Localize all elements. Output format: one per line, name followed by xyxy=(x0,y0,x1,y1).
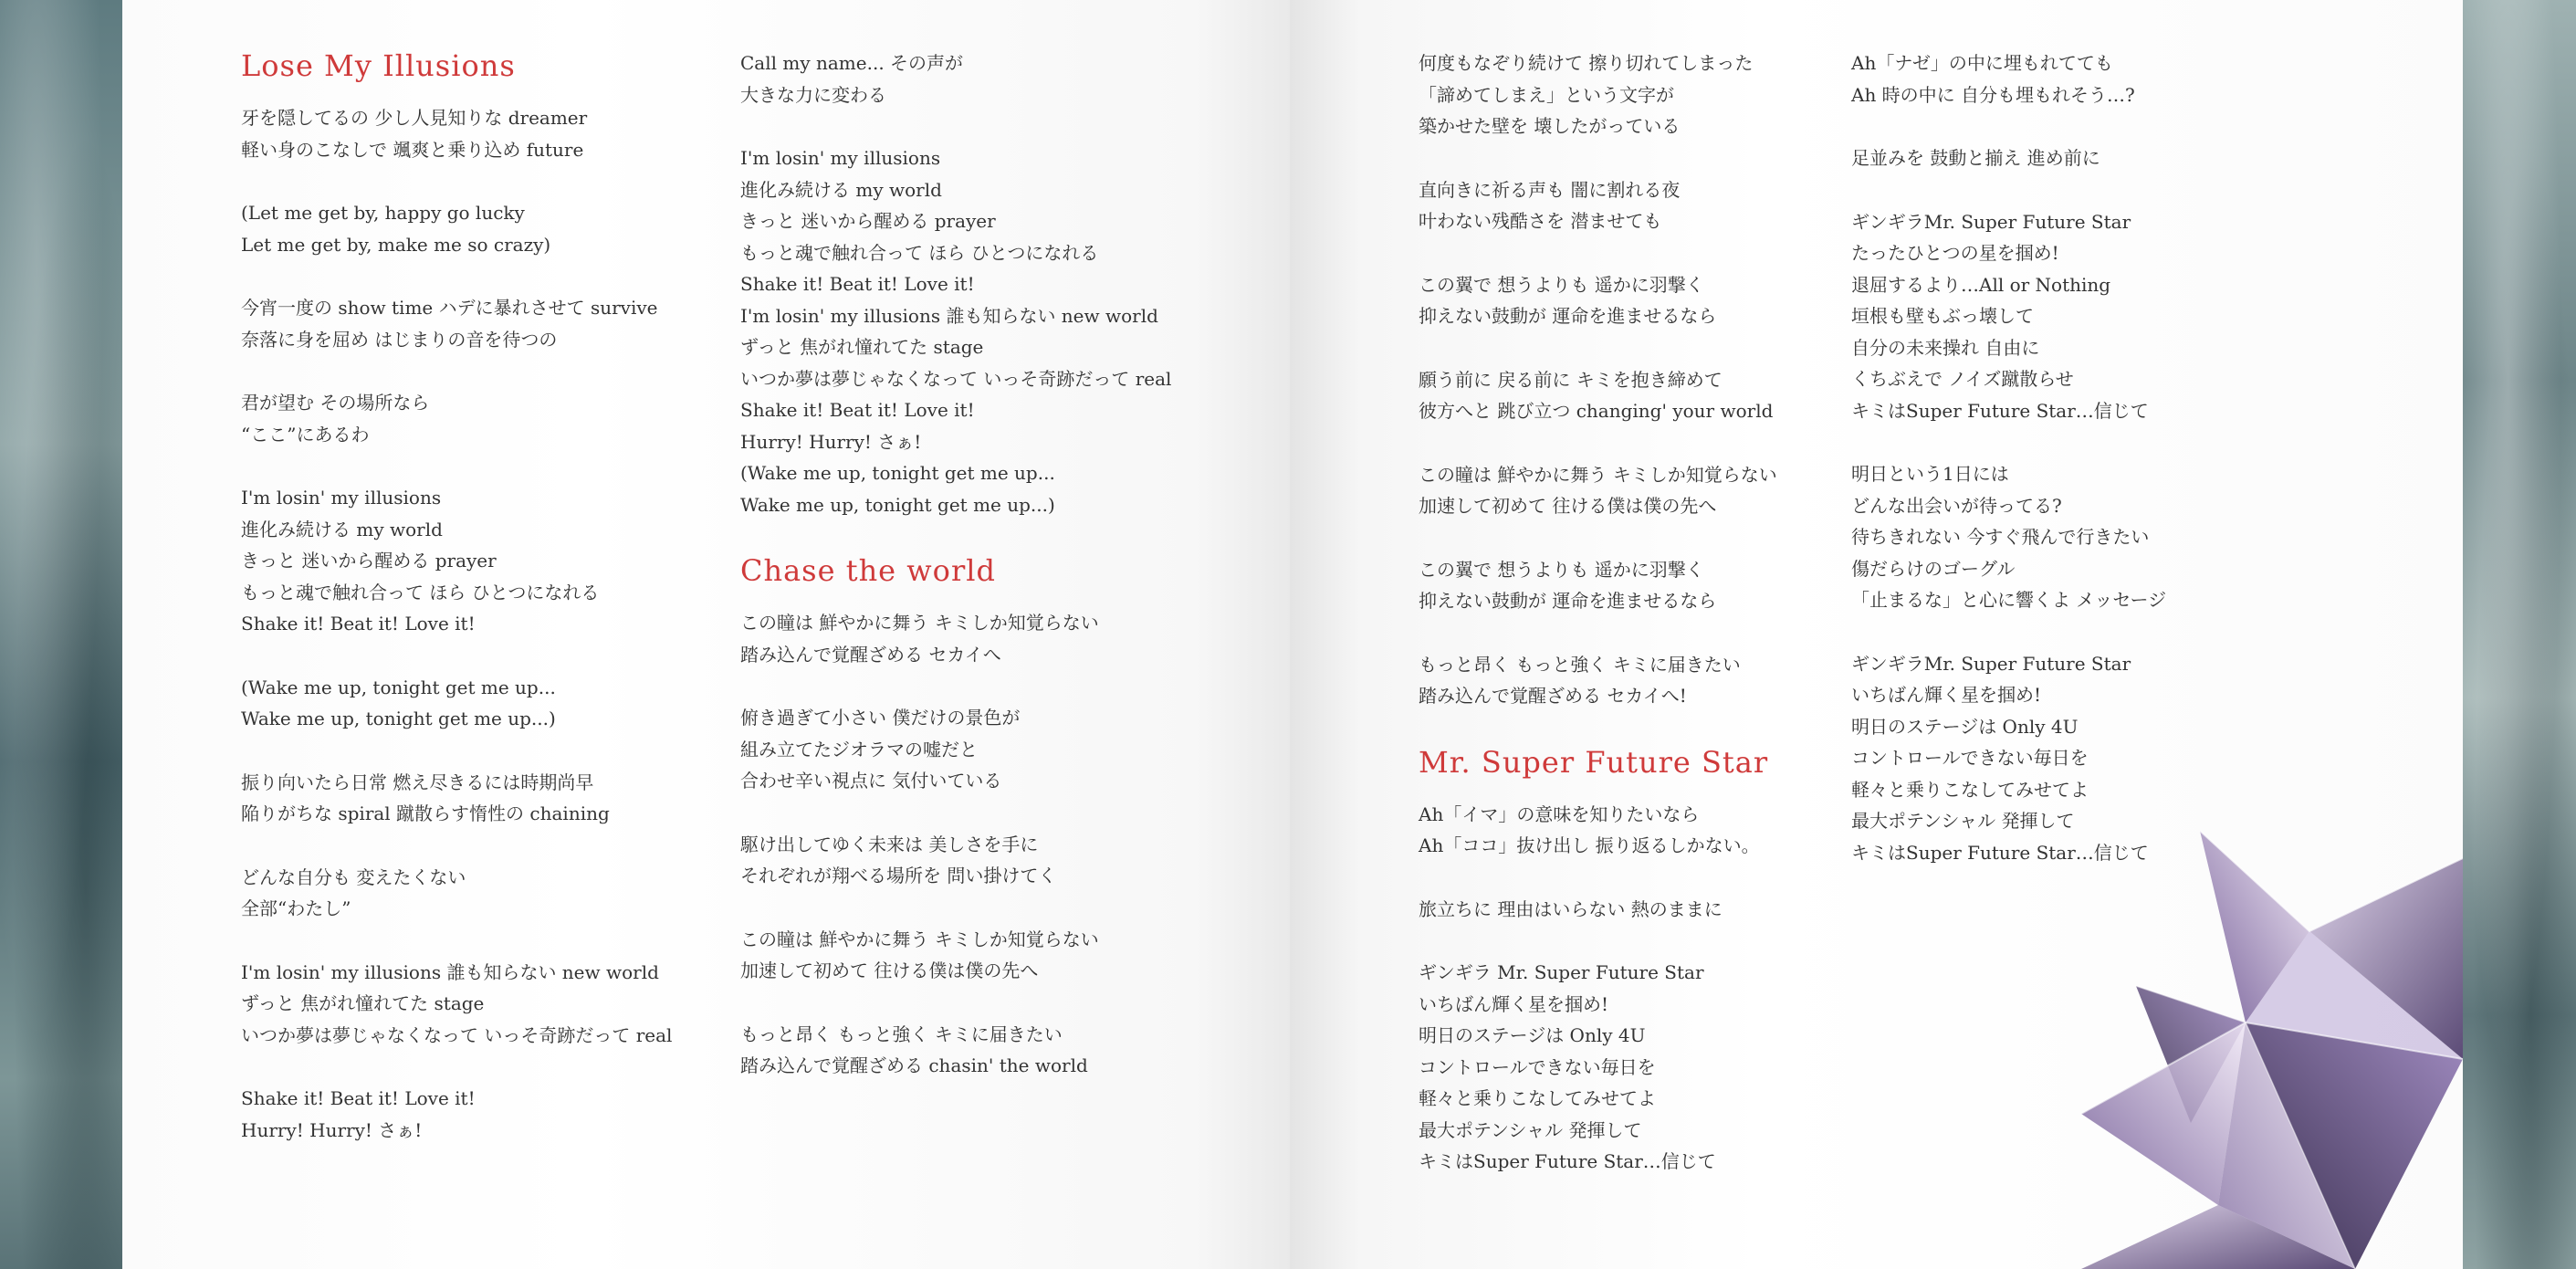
lyric-line: 傷だらけのゴーグル xyxy=(1851,557,2016,580)
left-edge-background xyxy=(0,0,122,1269)
lyric-line: 踏み込んで覚醒ざめる chasin' the world xyxy=(740,1054,1088,1076)
lyric-line: この翼で 想うよりも 遥かに羽撃く xyxy=(1419,558,1704,581)
lyric-stanza xyxy=(1419,554,1838,617)
lyric-line: Ah 時の中に 自分も埋もれそう…? xyxy=(1851,83,2135,106)
lyric-stanza xyxy=(241,1083,716,1146)
lyric-stanza xyxy=(740,702,1251,797)
song-title: Mr. Super Future Star xyxy=(1419,744,1769,780)
song-section xyxy=(1419,47,1838,712)
lyric-line: いつか夢は夢じゃなくなって いっそ奇跡だって real xyxy=(740,367,1172,390)
lyric-line: この瞳は 鮮やかに舞う キミしか知覚らない xyxy=(1419,463,1777,486)
lyric-stanza xyxy=(740,924,1251,987)
lyric-line: 軽々と乗りこなしてみせてよ xyxy=(1419,1087,1656,1109)
lyric-line: 抑えない鼓動が 運命を進ませるなら xyxy=(1419,590,1717,612)
lyric-line: きっと 迷いから醒める prayer xyxy=(241,550,497,572)
lyric-line: I'm losin' my illusions xyxy=(241,487,442,509)
lyric-line: 最大ポテンシャル 発揮して xyxy=(1419,1118,1642,1141)
lyric-stanza xyxy=(1419,894,1838,926)
lyric-stanza xyxy=(241,767,716,830)
lyric-line: もっと魂で触れ合って ほら ひとつになれる xyxy=(740,241,1099,264)
lyric-line: もっと昂く もっと強く キミに届きたい xyxy=(740,1023,1063,1045)
lyric-line: “ここ”にあるわ xyxy=(241,423,370,446)
lyric-line: きっと 迷いから醒める prayer xyxy=(740,210,996,232)
lyric-line: この翼で 想うよりも 遥かに羽撃く xyxy=(1419,273,1704,296)
song-section xyxy=(1851,47,2271,868)
lyric-stanza xyxy=(241,862,716,925)
song-section xyxy=(241,47,716,1146)
lyric-line: ずっと 焦がれ憧れてた stage xyxy=(241,992,485,1014)
lyric-line: 軽々と乗りこなしてみせてよ xyxy=(1851,778,2089,801)
lyric-stanza xyxy=(740,607,1251,670)
lyric-line: ギンギラ Mr. Super Future Star xyxy=(1419,961,1704,983)
lyric-line: 進化み続ける my world xyxy=(241,518,443,540)
lyric-line: Shake it! Beat it! Love it! xyxy=(241,1087,476,1109)
lyric-line: どんな出会いが待ってる? xyxy=(1851,494,2062,517)
lyric-stanza xyxy=(241,292,716,355)
lyric-line: 陥りがちな spiral 蹴散らす惰性の chaining xyxy=(241,802,610,824)
lyric-line: 垣根も壁もぶっ壊して xyxy=(1851,305,2034,327)
lyric-line: ギンギラMr. Super Future Star xyxy=(1851,210,2131,233)
lyric-line: (Wake me up, tonight get me up... xyxy=(740,462,1055,484)
lyric-line: 明日のステージは Only 4U xyxy=(1851,715,2079,738)
lyric-line: 明日という1日には xyxy=(1851,463,2009,485)
lyric-stanza xyxy=(241,482,716,640)
lyric-line: いちばん輝く星を掴め! xyxy=(1851,684,2042,706)
lyric-line: (Wake me up, tonight get me up... xyxy=(241,676,556,698)
lyric-line: この瞳は 鮮やかに舞う キミしか知覚らない xyxy=(740,928,1099,950)
lyric-line: 何度もなぞり続けて 擦り切れてしまった xyxy=(1419,52,1754,74)
lyric-line: 加速して初めて 往ける僕は僕の先へ xyxy=(740,960,1039,981)
lyric-stanza xyxy=(241,197,716,260)
lyric-line: 大きな力に変わる xyxy=(740,83,886,106)
lyric-line: 彼方へと 跳び立つ changing' your world xyxy=(1419,400,1774,422)
lyric-line: I'm losin' my illusions 誰も知らない new world xyxy=(241,960,659,983)
lyric-line: 組み立てたジオラマの嘘だと xyxy=(740,738,978,760)
lyric-line: 進化み続ける my world xyxy=(740,178,942,201)
lyric-line: 自分の未来操れ 自由に xyxy=(1851,336,2040,359)
lyric-line: 明日のステージは Only 4U xyxy=(1419,1024,1646,1046)
lyric-line: この瞳は 鮮やかに舞う キミしか知覚らない xyxy=(740,612,1099,634)
lyric-line: 牙を隠してるの 少し人見知りな dreamer xyxy=(241,107,588,129)
lyric-line: Hurry! Hurry! さぁ! xyxy=(241,1118,423,1141)
lyric-stanza xyxy=(241,672,716,735)
song-section xyxy=(1419,744,1838,1178)
lyric-stanza xyxy=(241,102,716,165)
lyric-line: いつか夢は夢じゃなくなって いっそ奇跡だって real xyxy=(241,1023,673,1046)
lyric-stanza xyxy=(1851,206,2271,427)
lyric-line: I'm losin' my illusions xyxy=(740,147,941,169)
lyric-line: 旅立ちに 理由はいらない 熱のままに xyxy=(1419,897,1723,920)
lyric-stanza xyxy=(1419,957,1838,1178)
lyric-stanza xyxy=(241,957,716,1052)
lyric-line: 今宵一度の show time ハデに暴れさせて survive xyxy=(241,297,658,319)
lyric-line: 俯き過ぎて小さい 僕だけの景色が xyxy=(740,707,1021,729)
lyric-stanza xyxy=(1419,364,1838,427)
lyric-line: いちばん輝く星を掴め! xyxy=(1419,992,1609,1015)
lyric-line: Call my name... その声が xyxy=(740,52,964,74)
song-title: Chase the world xyxy=(740,553,996,588)
lyric-line: 退屈するより…All or Nothing xyxy=(1851,273,2111,296)
song-section xyxy=(740,47,1251,520)
lyric-line: くちぶえで ノイズ蹴散らせ xyxy=(1851,368,2074,390)
lyric-line: Wake me up, tonight get me up...) xyxy=(740,493,1055,516)
lyric-line: Let me get by, make me so crazy) xyxy=(241,233,551,256)
lyric-line: 「諦めてしまえ」という文字が xyxy=(1419,83,1674,106)
lyric-stanza xyxy=(1851,648,2271,869)
lyric-line: 願う前に 戻る前に キミを抱き締めて xyxy=(1419,368,1723,391)
lyric-stanza xyxy=(740,829,1251,892)
lyric-line: 君が望む その場所なら xyxy=(241,392,430,414)
lyric-line: 踏み込んで覚醒ざめる セカイへ xyxy=(740,643,1001,666)
lyric-line: 踏み込んで覚醒ざめる セカイへ! xyxy=(1419,685,1687,707)
lyric-line: 軽い身のこなしで 颯爽と乗り込め future xyxy=(241,138,584,161)
lyric-line: I'm losin' my illusions 誰も知らない new world xyxy=(740,304,1158,327)
lyric-line: Ah「イマ」の意味を知りたいなら xyxy=(1419,802,1700,825)
lyric-line: 駆け出してゆく未来は 美しさを手に xyxy=(740,833,1039,855)
lyric-line: Hurry! Hurry! さぁ! xyxy=(740,430,922,453)
lyric-line: キミはSuper Future Star…信じて xyxy=(1851,399,2149,422)
lyric-line: キミはSuper Future Star…信じて xyxy=(1851,841,2149,864)
lyric-stanza xyxy=(1851,458,2271,616)
lyric-line: Ah「ナゼ」の中に埋もれてても xyxy=(1851,52,2113,74)
lyric-line: 奈落に身を屈め はじまりの音を待つの xyxy=(241,328,558,351)
lyric-stanza xyxy=(1419,174,1838,237)
lyrics-column-3 xyxy=(1419,47,1838,1210)
lyrics-column-4 xyxy=(1851,47,2271,900)
lyric-stanza xyxy=(740,47,1251,110)
lyric-line: どんな自分も 変えたくない xyxy=(241,865,466,888)
lyric-line: Wake me up, tonight get me up...) xyxy=(241,708,556,729)
lyric-stanza xyxy=(740,142,1251,520)
lyric-line: 足並みを 鼓動と揃え 進め前に xyxy=(1851,147,2100,169)
lyric-stanza xyxy=(1419,269,1838,332)
lyric-stanza xyxy=(1419,649,1838,712)
lyric-line: それぞれが翔べる場所を 問い掛けてく xyxy=(740,865,1057,886)
lyric-line: Ah「ココ」抜け出し 振り返るしかない。 xyxy=(1419,834,1760,856)
lyrics-column-1 xyxy=(241,47,716,1178)
lyric-line: コントロールできない毎日を xyxy=(1851,747,2089,769)
lyric-stanza xyxy=(1419,799,1838,862)
lyric-line: 振り向いたら日常 燃え尽きるには時期尚早 xyxy=(241,771,594,793)
lyric-line: Shake it! Beat it! Love it! xyxy=(740,273,975,295)
lyric-stanza xyxy=(1419,47,1838,142)
lyric-line: 築かせた壁を 壊したがっている xyxy=(1419,115,1681,137)
lyrics-column-2 xyxy=(740,47,1251,1114)
lyric-line: 抑えない鼓動が 運命を進ませるなら xyxy=(1419,305,1717,327)
lyric-stanza xyxy=(1419,459,1838,522)
lyric-line: もっと魂で触れ合って ほら ひとつになれる xyxy=(241,581,600,603)
lyric-line: キミはSuper Future Star…信じて xyxy=(1419,1150,1716,1172)
lyric-stanza xyxy=(241,387,716,450)
lyric-line: ずっと 焦がれ憧れてた stage xyxy=(740,336,984,358)
lyric-stanza xyxy=(740,1019,1251,1082)
lyric-line: Shake it! Beat it! Love it! xyxy=(241,613,476,634)
lyric-line: 最大ポテンシャル 発揮して xyxy=(1851,810,2075,832)
lyric-line: コントロールできない毎日を xyxy=(1419,1055,1656,1078)
lyric-line: たったひとつの星を掴め! xyxy=(1851,242,2059,264)
right-edge-background xyxy=(2463,0,2576,1269)
lyric-stanza xyxy=(1851,47,2271,110)
lyric-line: 待ちきれない 今すぐ飛んで行きたい xyxy=(1851,526,2150,548)
lyric-line: ギンギラMr. Super Future Star xyxy=(1851,652,2131,675)
lyric-line: 直向きに祈る声も 闇に割れる夜 xyxy=(1419,178,1681,201)
lyric-line: 加速して初めて 往ける僕は僕の先へ xyxy=(1419,495,1717,517)
lyric-line: Shake it! Beat it! Love it! xyxy=(740,399,975,421)
lyric-stanza xyxy=(1851,142,2271,174)
lyric-line: (Let me get by, happy go lucky xyxy=(241,202,525,224)
song-title: Lose My Illusions xyxy=(241,48,516,83)
lyric-line: 叶わない残酷さを 潜ませても xyxy=(1419,210,1662,232)
song-section xyxy=(740,552,1251,1082)
lyric-line: 「止まるな」と心に響くよ メッセージ xyxy=(1851,589,2167,611)
lyric-line: 合わせ辛い視点に 気付いている xyxy=(740,770,1002,792)
lyric-line: 全部“わたし” xyxy=(241,897,351,919)
lyric-line: もっと昂く もっと強く キミに届きたい xyxy=(1419,653,1741,676)
